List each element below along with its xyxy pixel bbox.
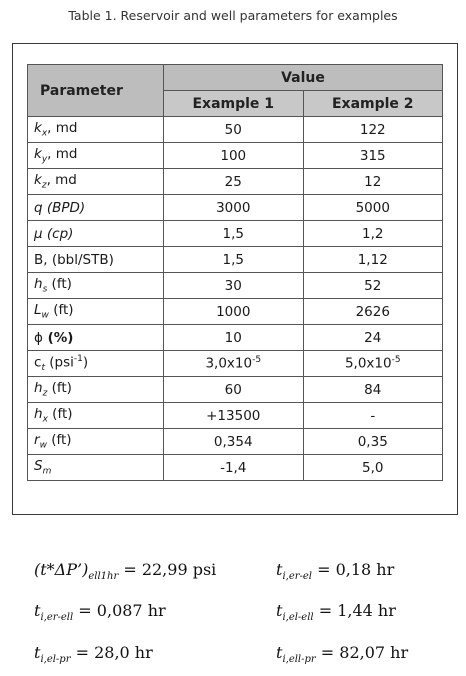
param-cell: $h_x$ (ft) — [28, 403, 164, 429]
example2-cell: 315 — [303, 143, 443, 169]
table-row — [28, 403, 443, 429]
example1-cell: 50 — [164, 117, 304, 143]
header-parameter: Parameter — [28, 65, 164, 117]
table-row — [28, 455, 443, 481]
equation-t-el-pr: $t_{i,el-pr} = 28,0$ hr — [34, 643, 153, 666]
example2-cell: 2626 — [303, 299, 443, 325]
param-cell: $k_y$, md — [28, 143, 164, 169]
table-row — [28, 429, 443, 455]
example1-cell: 1000 — [164, 299, 304, 325]
table-row — [28, 351, 443, 377]
example2-cell: 5,0 — [303, 455, 443, 481]
example2-cell: 84 — [303, 377, 443, 403]
example2-cell: - — [303, 403, 443, 429]
example1-cell: 1,5 — [164, 221, 304, 247]
example2-cell: 122 — [303, 117, 443, 143]
param-cell: $r_w$ (ft) — [28, 429, 164, 455]
table-row — [28, 247, 443, 273]
table-row — [28, 273, 443, 299]
example1-cell: 1,5 — [164, 247, 304, 273]
example1-cell: 30 — [164, 273, 304, 299]
example2-cell: 5000 — [303, 195, 443, 221]
table-row — [28, 221, 443, 247]
table-row — [28, 325, 443, 351]
example2-cell: 1,12 — [303, 247, 443, 273]
example2-cell: 24 — [303, 325, 443, 351]
example1-cell: 3000 — [164, 195, 304, 221]
example1-cell: 100 — [164, 143, 304, 169]
equation-t-er-el: $t_{i,er-el} = 0,18$ hr — [276, 560, 395, 583]
example1-cell: 60 — [164, 377, 304, 403]
equation-ell1hr: $(t*\Delta P’)_{ell1hr} = 22,99$ psi — [34, 560, 217, 583]
header-value: Value — [164, 65, 443, 91]
example1-cell: 10 — [164, 325, 304, 351]
table-row — [28, 377, 443, 403]
equation-t-er-ell: $t_{i,er-ell} = 0,087$ hr — [34, 601, 166, 624]
table-row — [28, 195, 443, 221]
header-example-2: Example 2 — [303, 91, 443, 117]
example1-cell: 25 — [164, 169, 304, 195]
param-cell: $L_w$ (ft) — [28, 299, 164, 325]
param-cell: $h_z$ (ft) — [28, 377, 164, 403]
param-cell: $k_x$, md — [28, 117, 164, 143]
param-cell: $c_t$ (psi$^{-1}$) — [28, 351, 164, 377]
example1-cell: $3,0x10^{-5}$ — [164, 351, 304, 377]
param-cell: $k_z$, md — [28, 169, 164, 195]
equation-t-el-ell: $t_{i,el-ell} = 1,44$ hr — [276, 601, 396, 624]
example2-cell: 1,2 — [303, 221, 443, 247]
param-cell: $S_m$ — [28, 455, 164, 481]
table-frame — [12, 43, 458, 515]
param-cell: q (BPD) — [28, 195, 164, 221]
equation-t-ell-pr: $t_{i,ell-pr} = 82,07$ hr — [276, 643, 409, 666]
example2-cell: 52 — [303, 273, 443, 299]
table-caption: Table 1. Reservoir and well parameters for examples — [68, 8, 398, 23]
example2-cell: 12 — [303, 169, 443, 195]
param-cell: B, (bbl/STB) — [28, 247, 164, 273]
param-cell: μ (cp) — [28, 221, 164, 247]
table-row — [28, 169, 443, 195]
table-row — [28, 143, 443, 169]
example2-cell: 0,35 — [303, 429, 443, 455]
table-body — [28, 117, 443, 481]
example2-cell: $5,0x10^{-5}$ — [303, 351, 443, 377]
param-cell: ϕ (%) — [28, 325, 164, 351]
header-example-1: Example 1 — [164, 91, 304, 117]
example1-cell: +13500 — [164, 403, 304, 429]
parameters-table — [27, 64, 443, 481]
table-row — [28, 299, 443, 325]
example1-cell: 0,354 — [164, 429, 304, 455]
table-row — [28, 117, 443, 143]
example1-cell: -1,4 — [164, 455, 304, 481]
param-cell: $h_s$ (ft) — [28, 273, 164, 299]
